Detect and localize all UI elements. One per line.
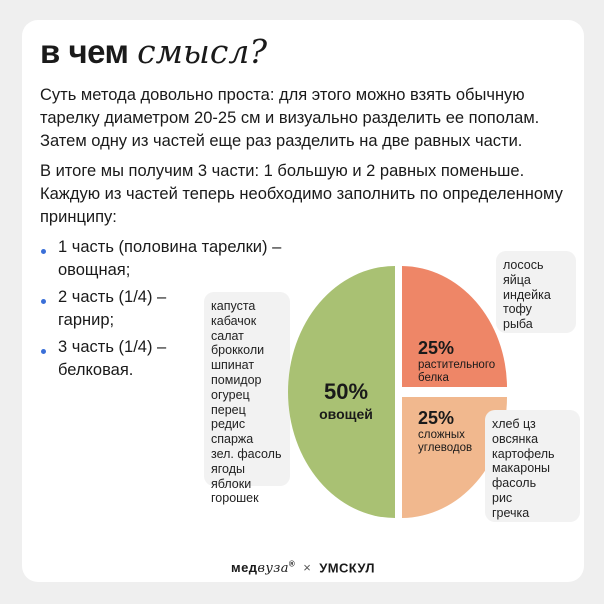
brand-part-italic: вуза [257,561,289,577]
list-item: зел. фасоль [211,446,282,461]
list-item: лосось [503,258,544,272]
content-card [22,20,584,582]
list-item: огурец [211,387,250,402]
list-item: ягоды [211,461,246,476]
list-item: брокколи [211,343,265,358]
carbs-label-line2: углеводов [418,442,473,454]
bullet-line: овощная; [58,261,131,279]
vegetables-percent: 50% [323,379,369,404]
list-item [40,236,310,282]
brand-logo-umskul: УМСКУЛ [319,560,375,576]
brand-part: мед [231,560,258,576]
protein-percent: 25% [418,338,455,358]
bullet-line: 1 часть (половина тарелки) – [58,238,282,256]
list-item: яблоки [211,476,252,491]
list-item: тофу [503,302,532,317]
list-item: спаржа [211,432,254,447]
list-item: макароны [492,461,551,476]
vegetables-label: овощей [319,406,373,422]
protein-label-line2: белка [418,372,449,384]
carbs-label-line1: сложных [418,429,465,441]
bullet-dot-icon [41,299,46,304]
bullet-line: гарнир; [58,311,115,329]
brand-separator: × [303,560,312,576]
list-item: гречка [492,505,530,520]
protein-label-line1: растительного [418,359,496,371]
title-bold: в чем [40,33,129,70]
list-item: капуста [211,299,256,313]
brand-footer [22,560,584,576]
list-item: фасоль [492,476,537,491]
list-item: горошек [211,491,259,506]
list-item: картофель [492,446,555,461]
intro-paragraph: Суть метода довольно проста: для этого можно взять обычную тарелку диаметром 20-25 см и визуально разделить ее пополам. Затем одну из частей еще раз разделить на две равных части. [40,86,540,150]
plate-diagram [288,266,510,518]
list-item: редис [211,417,246,432]
list-item: салат [211,328,244,343]
list-item: перец [211,402,246,417]
protein-list [496,251,576,333]
bullet-line: 3 часть (1/4) – [58,338,167,356]
list-item: шпинат [211,358,255,373]
bullet-line: 2 часть (1/4) – [58,288,167,306]
list-item: кабачок [211,313,257,328]
brand-logo-medvuza [231,560,295,575]
list-item: индейка [503,287,551,302]
list-item: помидор [211,372,262,387]
bullet-dot-icon [41,349,46,354]
list-item: хлеб цз [492,417,536,431]
vegetables-list [204,292,290,506]
list-item: рис [492,490,513,505]
registered-mark: ® [288,560,296,569]
page-title [40,32,267,71]
list-item: яйца [503,272,531,287]
carbs-percent: 25% [418,408,455,428]
carbs-list [485,410,580,522]
list-item: рыба [503,317,533,332]
bullet-line: белковая. [58,361,134,379]
bullet-dot-icon [41,249,46,254]
title-script: смысл? [137,32,268,71]
list-item: овсянка [492,431,539,446]
result-paragraph: В итоге мы получим 3 части: 1 большую и 2 равных поменьше. Каждую из частей теперь необходимо заполнить по определенному принципу: [40,162,563,226]
